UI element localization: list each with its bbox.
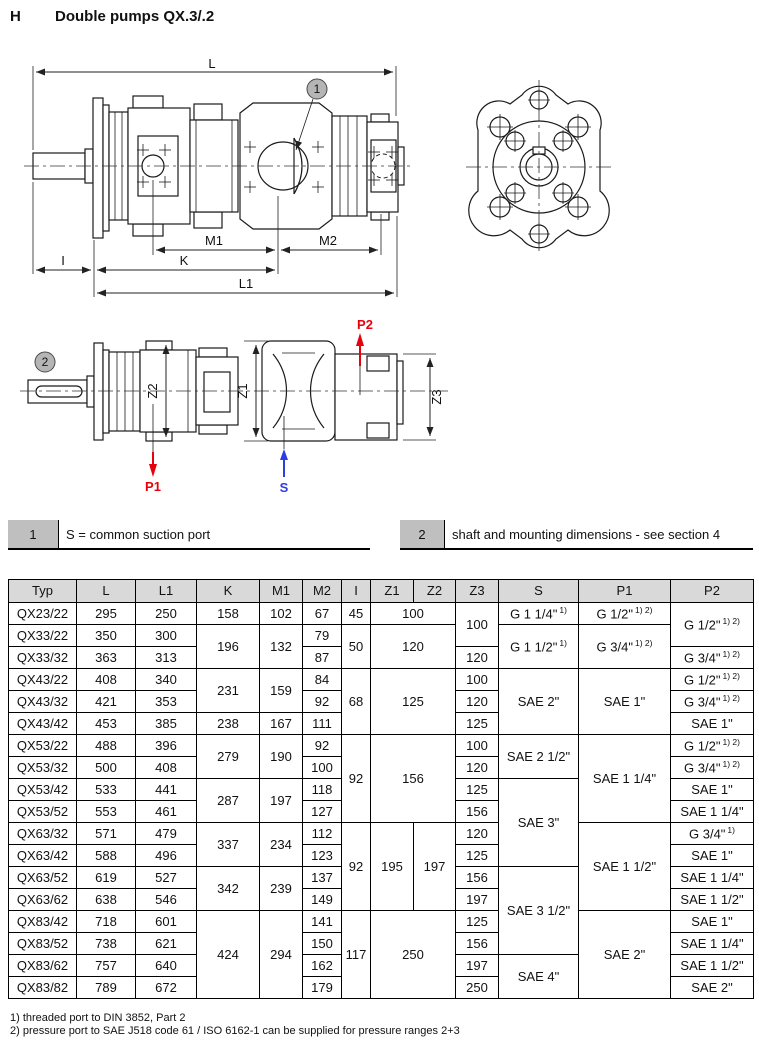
cell: 141 (303, 911, 342, 933)
cell: 150 (303, 933, 342, 955)
col-header-k: K (197, 580, 260, 603)
cell-typ: QX83/52 (9, 933, 77, 955)
cell: 238 (197, 713, 260, 735)
cell: 92 (342, 735, 371, 823)
col-header-p2: P2 (671, 580, 754, 603)
cell: 92 (342, 823, 371, 911)
cell: 408 (136, 757, 197, 779)
cell: SAE 3" (499, 779, 579, 867)
cell-typ: QX23/22 (9, 603, 77, 625)
header-row (9, 580, 754, 603)
table-row (9, 735, 754, 757)
cell: 100 (456, 669, 499, 691)
cell: 120 (456, 757, 499, 779)
cell: 197 (260, 779, 303, 823)
legend-callout-2 (400, 520, 753, 550)
cell: 190 (260, 735, 303, 779)
cell: 45 (342, 603, 371, 625)
cell-typ: QX33/22 (9, 625, 77, 647)
cell: SAE 3 1/2" (499, 867, 579, 955)
callout-2-number: 2 (41, 355, 49, 369)
cell: 117 (342, 911, 371, 999)
cell: 500 (77, 757, 136, 779)
cell: G 1/2" $^{1) 2)}$ (671, 603, 754, 647)
cell: SAE 1 1/2" (579, 823, 671, 911)
cell: 125 (456, 911, 499, 933)
cell: G 3/4" $^{1) 2)}$ (671, 647, 754, 669)
cell: 195 (371, 823, 414, 911)
cell: 672 (136, 977, 197, 999)
section-letter: H (10, 8, 21, 25)
cell: SAE 2" (671, 977, 754, 999)
cell: SAE 1 1/4" (671, 933, 754, 955)
cell: 496 (136, 845, 197, 867)
cell: G 1/2" $^{1) 2)}$ (579, 603, 671, 625)
cell: 718 (77, 911, 136, 933)
cell: 738 (77, 933, 136, 955)
cell: SAE 2" (499, 669, 579, 735)
dimensions-table (8, 579, 754, 999)
footnote-2: 2) pressure port to SAE J518 code 61 / ISO 6162-1 can be supplied for pressure ranges 2+3 (10, 1025, 460, 1037)
dim-label-L1: L1 (238, 276, 254, 291)
cell-typ: QX43/32 (9, 691, 77, 713)
cell: SAE 2" (579, 911, 671, 999)
cell: G 3/4" $^{1)}$ (671, 823, 754, 845)
col-header-z3: Z3 (456, 580, 499, 603)
legend-2-text: shaft and mounting dimensions - see section 4 (452, 526, 721, 542)
cell: 68 (342, 669, 371, 735)
cell: 120 (456, 647, 499, 669)
cell: 250 (371, 911, 456, 999)
cell: SAE 1" (671, 911, 754, 933)
cell: 239 (260, 867, 303, 911)
cell: 79 (303, 625, 342, 647)
cell: 638 (77, 889, 136, 911)
col-header-z2: Z2 (414, 580, 456, 603)
cell: 50 (342, 625, 371, 669)
cell: 197 (414, 823, 456, 911)
cell: SAE 1 1/2" (671, 955, 754, 977)
cell-typ: QX53/22 (9, 735, 77, 757)
dim-label-Z3: Z3 (429, 389, 444, 405)
cell: 441 (136, 779, 197, 801)
dim-label-K: K (179, 253, 189, 268)
col-header-s: S (499, 580, 579, 603)
cell: 112 (303, 823, 342, 845)
col-header-m2: M2 (303, 580, 342, 603)
flange-view-drawing (466, 80, 612, 254)
port-label-s: S (279, 480, 289, 495)
cell: SAE 1" (671, 845, 754, 867)
cell: 156 (456, 867, 499, 889)
cell: 789 (77, 977, 136, 999)
cell: SAE 1 1/2" (671, 889, 754, 911)
col-header-p1: P1 (579, 580, 671, 603)
cell: G 3/4" $^{1) 2)}$ (671, 691, 754, 713)
cell: G 1/2" $^{1) 2)}$ (671, 735, 754, 757)
cell: SAE 1" (671, 779, 754, 801)
cell-typ: QX63/32 (9, 823, 77, 845)
table-row (9, 911, 754, 933)
cell: 123 (303, 845, 342, 867)
callout-1-number: 1 (313, 82, 321, 96)
cell-typ: QX83/62 (9, 955, 77, 977)
cell: 120 (456, 691, 499, 713)
cell: 295 (77, 603, 136, 625)
table-row (9, 669, 754, 691)
cell: SAE 1" (671, 713, 754, 735)
cell: 120 (456, 823, 499, 845)
cell: 84 (303, 669, 342, 691)
cell: 159 (260, 669, 303, 713)
cell: 158 (197, 603, 260, 625)
col-header-l1: L1 (136, 580, 197, 603)
table-row (9, 823, 754, 845)
cell-typ: QX53/42 (9, 779, 77, 801)
cell: 546 (136, 889, 197, 911)
cell-typ: QX53/32 (9, 757, 77, 779)
cell-typ: QX63/42 (9, 845, 77, 867)
cell: 100 (303, 757, 342, 779)
cell: SAE 1" (579, 669, 671, 735)
legend-2-number: 2 (400, 520, 445, 548)
dim-label-Z1: Z1 (235, 383, 250, 399)
col-header-typ: Typ (9, 580, 77, 603)
cell: 340 (136, 669, 197, 691)
cell: 231 (197, 669, 260, 713)
cell: 350 (77, 625, 136, 647)
cell: 601 (136, 911, 197, 933)
cell: 92 (303, 735, 342, 757)
table-row (9, 625, 754, 647)
cell: 250 (456, 977, 499, 999)
cell: 100 (456, 603, 499, 647)
cell: 527 (136, 867, 197, 889)
p1-arrow (149, 464, 157, 477)
cell: G 1 1/2" $^{1)}$ (499, 625, 579, 669)
cell: 363 (77, 647, 136, 669)
cell: 479 (136, 823, 197, 845)
cell: 234 (260, 823, 303, 867)
cell-typ: QX63/52 (9, 867, 77, 889)
cell: 488 (77, 735, 136, 757)
cell: 197 (456, 889, 499, 911)
dimensions-table-wrap (8, 579, 754, 999)
cell: 408 (77, 669, 136, 691)
dim-label-M1: M1 (204, 233, 224, 248)
plan-view-drawing (20, 317, 448, 495)
dim-label-M2: M2 (318, 233, 338, 248)
cell: 162 (303, 955, 342, 977)
cell-typ: QX43/42 (9, 713, 77, 735)
dim-label-L: L (208, 56, 216, 71)
cell: 342 (197, 867, 260, 911)
table-row (9, 603, 754, 625)
cell: 102 (260, 603, 303, 625)
cell: 127 (303, 801, 342, 823)
col-header-z1: Z1 (371, 580, 414, 603)
cell: 120 (371, 625, 456, 669)
side-view-drawing (24, 56, 410, 297)
cell: 196 (197, 625, 260, 669)
cell: 619 (77, 867, 136, 889)
cell: 179 (303, 977, 342, 999)
cell-typ: QX83/82 (9, 977, 77, 999)
cell: 167 (260, 713, 303, 735)
port-label-p1: P1 (145, 479, 161, 494)
p2-arrow (356, 333, 364, 346)
col-header-m1: M1 (260, 580, 303, 603)
cell: 588 (77, 845, 136, 867)
cell: 125 (371, 669, 456, 735)
dim-label-Z2: Z2 (145, 383, 160, 399)
port-label-p2: P2 (357, 317, 373, 332)
cell: 87 (303, 647, 342, 669)
cell: 621 (136, 933, 197, 955)
cell: 149 (303, 889, 342, 911)
footnotes (10, 1012, 460, 1038)
cell: 421 (77, 691, 136, 713)
cell: 533 (77, 779, 136, 801)
footnote-1: 1) threaded port to DIN 3852, Part 2 (10, 1012, 186, 1024)
cell: 396 (136, 735, 197, 757)
cell: 67 (303, 603, 342, 625)
cell: 132 (260, 625, 303, 669)
cell: SAE 1 1/4" (671, 867, 754, 889)
cell: 156 (371, 735, 456, 823)
cell-typ: QX63/62 (9, 889, 77, 911)
cell: 287 (197, 779, 260, 823)
cell: 385 (136, 713, 197, 735)
cell: SAE 2 1/2" (499, 735, 579, 779)
cell: 337 (197, 823, 260, 867)
cell-typ: QX43/22 (9, 669, 77, 691)
page-title-text: Double pumps QX.3/.2 (55, 8, 215, 25)
cell: 640 (136, 955, 197, 977)
mounting-flange (93, 98, 103, 238)
col-header-l: L (77, 580, 136, 603)
cell: 100 (456, 735, 499, 757)
cell: 553 (77, 801, 136, 823)
cell: SAE 4" (499, 955, 579, 999)
cell: 279 (197, 735, 260, 779)
cell: SAE 1 1/4" (671, 801, 754, 823)
shaft (28, 380, 87, 403)
technical-drawings (0, 55, 759, 510)
cell: 125 (456, 845, 499, 867)
cell: 461 (136, 801, 197, 823)
cell: 111 (303, 713, 342, 735)
cell: 424 (197, 911, 260, 999)
cell: 100 (371, 603, 456, 625)
cell: 156 (456, 933, 499, 955)
cell: 294 (260, 911, 303, 999)
cell: SAE 1 1/4" (579, 735, 671, 823)
cell: 118 (303, 779, 342, 801)
cell: G 1 1/4" $^{1)}$ (499, 603, 579, 625)
page-title (10, 8, 750, 25)
cell: G 3/4" $^{1) 2)}$ (671, 757, 754, 779)
cell: 125 (456, 779, 499, 801)
col-header-i: I (342, 580, 371, 603)
s-arrow (280, 449, 288, 460)
suction-housing (262, 341, 335, 441)
dim-label-I: I (61, 253, 65, 268)
cell: 156 (456, 801, 499, 823)
cell: 250 (136, 603, 197, 625)
legend-1-number: 1 (8, 520, 59, 548)
cell: 313 (136, 647, 197, 669)
cell: 125 (456, 713, 499, 735)
cell: 137 (303, 867, 342, 889)
cell: 453 (77, 713, 136, 735)
cell-typ: QX33/32 (9, 647, 77, 669)
cell: G 3/4" $^{1) 2)}$ (579, 625, 671, 669)
legend-callout-1 (8, 520, 370, 550)
cell-typ: QX83/42 (9, 911, 77, 933)
cell: 757 (77, 955, 136, 977)
cell: 197 (456, 955, 499, 977)
cell-typ: QX53/52 (9, 801, 77, 823)
cell: 353 (136, 691, 197, 713)
cell: 571 (77, 823, 136, 845)
legend-1-text: S = common suction port (66, 526, 211, 542)
cell: G 1/2" $^{1) 2)}$ (671, 669, 754, 691)
cell: 300 (136, 625, 197, 647)
cell: 92 (303, 691, 342, 713)
rear-port-block (367, 122, 398, 212)
